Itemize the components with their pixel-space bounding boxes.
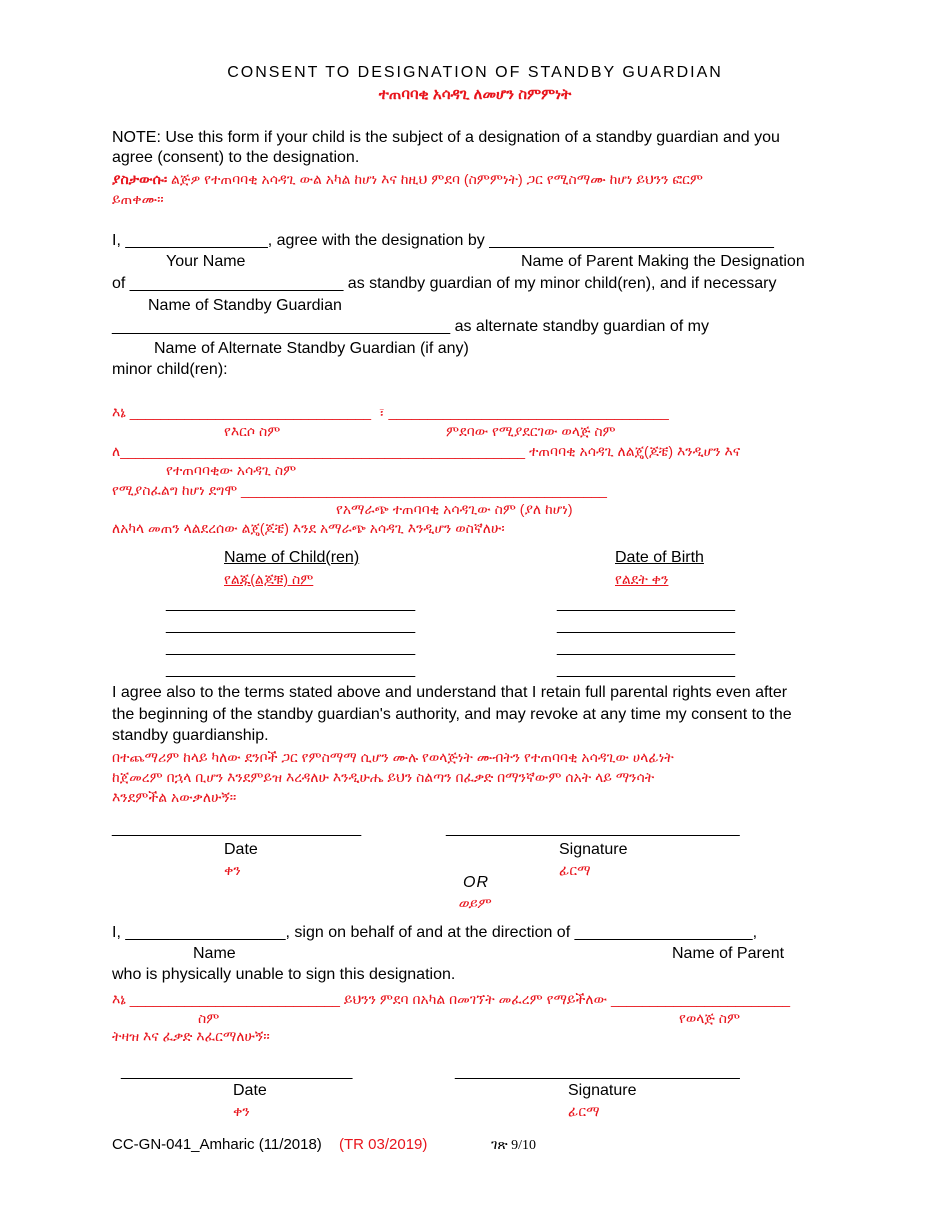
note-line-2: agree (consent) to the designation.: [112, 149, 360, 166]
parent-name-field[interactable]: ________________________________: [489, 232, 774, 249]
or-label-amharic: ወይም: [458, 895, 491, 911]
parent-name-field[interactable]: ____________________,: [574, 924, 758, 941]
label-parent-amharic: የወላጅ ስም: [679, 1010, 741, 1026]
child-dob-field[interactable]: ____________________: [557, 661, 735, 678]
or-label: OR: [463, 874, 489, 891]
note-amharic-text: ልጅዎ የተጠባባቂ አሳዳጊ ውል አካል ከሆነ እና ከዚህ ምደባ (ስምምነት) ጋር የሚስማሙ ከሆነ ይህንን ፎርም: [167, 171, 703, 187]
child-dob-field[interactable]: ____________________: [557, 595, 735, 612]
child-name-field[interactable]: ____________________________: [166, 661, 416, 678]
label-your-name-amharic: የእርሶ ስም: [224, 423, 281, 439]
signature-field[interactable]: _________________________________: [446, 820, 740, 837]
note-amharic-line-2: ይጠቀሙ።: [112, 191, 164, 207]
label-your-name: Your Name: [166, 253, 246, 270]
label-date: Date: [233, 1082, 267, 1099]
terms-amharic-line-1: በተጨማሪም ከላይ ካለው ደንቦች ጋር የምስማማ ሲሆን ሙሉ የወላጅነት ሙብትን የተጠባባቂ አሳዳጊው ሀላፊነት: [112, 749, 674, 765]
column-header-child-name: Name of Child(ren): [224, 549, 360, 566]
label-signature-amharic: ፊርማ: [559, 862, 591, 878]
label-date-amharic: ቀን: [233, 1103, 250, 1119]
child-dob-field[interactable]: ____________________: [557, 617, 735, 634]
column-header-dob-amharic: የልደት ቀን: [615, 571, 669, 587]
label-signature: Signature: [568, 1082, 637, 1099]
terms-amharic-line-3: እንደምችል አውቃለሁኝ።: [112, 789, 237, 805]
label-parent-name: Name of Parent: [672, 945, 785, 962]
agreement-amharic-line-2[interactable]: ለ____________________________________________________ ተጠባባቂ አሳዳጊ ለልጄ(ጆቼ) እንዲሆን እና: [112, 443, 741, 459]
page-title-amharic: ተጠባባቂ አሳዳጊ ለመሆን ስምምነት: [378, 86, 572, 103]
behalf-line-2: who is physically unable to sign this designation.: [112, 966, 456, 983]
behalf-amharic-line-1[interactable]: እኔ ___________________________ ይህንን ምደባ በአካል በመገኘት መፈረም የማይችለው _______________________: [112, 991, 791, 1007]
label-alternate-guardian: Name of Alternate Standby Guardian (if any): [154, 340, 469, 357]
agreement-amharic-line-3[interactable]: የሚያስፈልግ ከሆነ ደግሞ _______________________________________________: [112, 482, 607, 498]
note-amharic-line-1: [112, 169, 703, 189]
footer-form-id: CC-GN-041_Amharic (11/2018): [112, 1136, 322, 1153]
label-standby-amharic: የተጠባባቂው አሳዳጊ ስም: [166, 462, 297, 478]
terms-line-3: standby guardianship.: [112, 727, 269, 744]
alternate-guardian-field[interactable]: ______________________________________ as alternate standby guardian of my: [112, 318, 709, 335]
behalf-amharic-line-2: ትዛዝ እና ፈቃድ እፈርማለሁኝ።: [112, 1028, 270, 1044]
date-field[interactable]: ____________________________: [112, 820, 362, 837]
label-date: Date: [224, 841, 258, 858]
footer-tr-number: (TR 03/2019): [339, 1136, 428, 1153]
agreement-amharic-line-4: ለአካላ መጠን ላልደረሰው ልጄ(ጆቼ) እንደ አማራጭ አሳዳጊ እንዲሆን ወስኛለሁ፡: [112, 520, 505, 536]
terms-line-2: the beginning of the standby guardian's authority, and may revoke at any time my consent to the: [112, 706, 792, 723]
agreement-amharic-line-1[interactable]: እኔ _______________________________ ፣ ____________________________________: [112, 404, 669, 420]
label-name: Name: [193, 945, 236, 962]
label-signature-amharic: ፊርማ: [568, 1103, 600, 1119]
label-standby-guardian: Name of Standby Guardian: [148, 297, 342, 314]
label-signature: Signature: [559, 841, 628, 858]
your-name-field[interactable]: I, ________________, agree with the designation by: [112, 232, 490, 249]
label-parent-amharic: ምደባው የሚያደርገው ወላጅ ስም: [446, 423, 616, 439]
label-alternate-amharic: የአማራጭ ተጠባባቂ አሳዳጊው ስም (ያለ ከሆነ): [336, 501, 573, 517]
note-amharic-label: ያስታውሱ፡: [112, 171, 168, 187]
page-title: CONSENT TO DESIGNATION OF STANDBY GUARDIAN: [227, 64, 723, 81]
footer-page-number: ገጽ 9/10: [491, 1138, 537, 1153]
agreement-line-1: [112, 231, 774, 251]
standby-guardian-field[interactable]: of ________________________ as standby guardian of my minor child(ren), and if necessary: [112, 275, 777, 292]
column-header-child-name-amharic: የልጁ(ልጆቹ) ስም: [224, 571, 314, 587]
signature-field[interactable]: ________________________________: [455, 1063, 740, 1080]
child-name-field[interactable]: ____________________________: [166, 639, 416, 656]
child-name-field[interactable]: ____________________________: [166, 595, 416, 612]
behalf-line-1: [112, 923, 757, 943]
agreement-line-4: minor child(ren):: [112, 361, 228, 378]
label-name-amharic: ስም: [198, 1010, 220, 1026]
terms-amharic-line-2: ከጀመረም በኋላ ቢሆን እንደምይዝ እረዳለሁ እንዲሁሔ ይህን ስልጣን በፈቃድ በማንኛውም ሰአት ላይ ማንሳት: [112, 769, 655, 785]
column-header-dob: Date of Birth: [615, 549, 704, 566]
child-dob-field[interactable]: ____________________: [557, 639, 735, 656]
note-line-1: NOTE: Use this form if your child is the subject of a designation of a standby guardian and you: [112, 129, 780, 146]
date-field[interactable]: __________________________: [121, 1063, 353, 1080]
signer-name-field[interactable]: I, __________________, sign on behalf of and at the direction of: [112, 924, 575, 941]
label-date-amharic: ቀን: [224, 862, 241, 878]
terms-line-1: I agree also to the terms stated above and understand that I retain full parental rights even after: [112, 684, 788, 701]
label-parent-designation: Name of Parent Making the Designation: [521, 253, 805, 270]
child-name-field[interactable]: ____________________________: [166, 617, 416, 634]
